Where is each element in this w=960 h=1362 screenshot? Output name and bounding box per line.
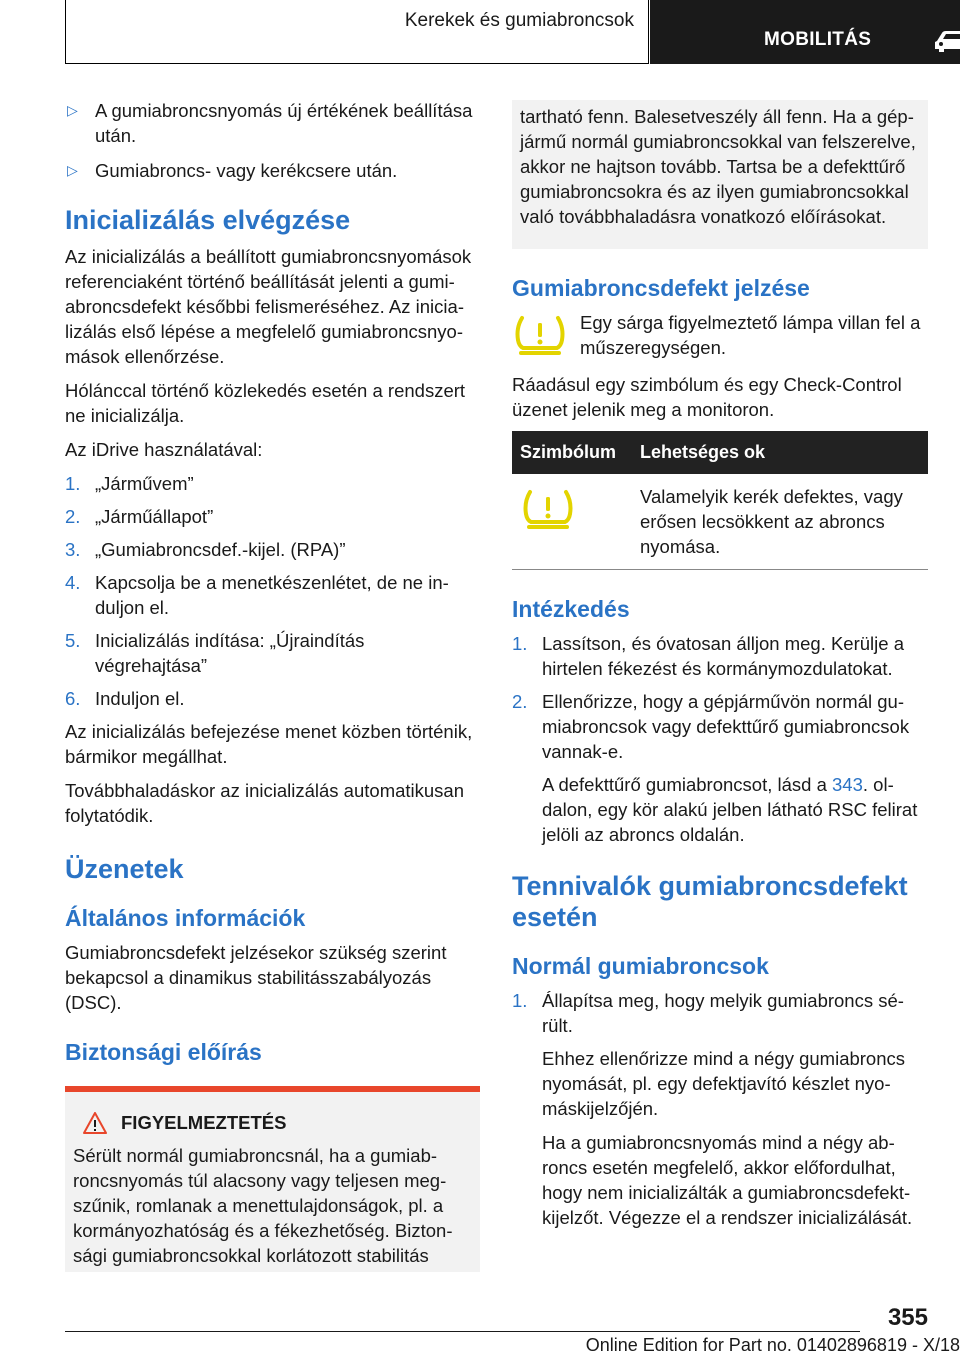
symbol-table	[512, 431, 928, 570]
footer-divider	[65, 1331, 860, 1332]
warning-continuation: tartható fenn. Balesetveszély áll fenn. Ha a gépjármű normál gumiabroncsokkal van felszerelve, akkor ne hajtson tovább. Tartsa be a defekttűrő gumiabroncsokra és az ilyen gumiabroncsokkal való továbbhaladásra vonatkozó előírásokat.	[512, 100, 928, 249]
table-header-symbol: Szimbólum	[512, 431, 632, 474]
paragraph: Hólánccal történő közlekedés esetén a rendszert ne inicializálja.	[65, 380, 466, 426]
paragraph: A defekttűrő gumiabroncsot, lásd a 343. oldalon, egy kör alakú jelben látható RSC felirat jelöli az abroncs oldalán.	[542, 774, 918, 845]
list-item: ▷ Gumiabroncs- vagy kerékcsere után.	[67, 160, 398, 181]
page-link[interactable]: 343	[832, 774, 863, 795]
list-item: 1. Állapítsa meg, hogy melyik gumiabroncs sérült.	[512, 990, 904, 1036]
paragraph: Az iDrive használatával:	[65, 439, 263, 460]
page-number: 355	[887, 1304, 928, 1331]
table-header-cause: Lehetséges ok	[632, 431, 928, 474]
list-item: 2. Ellenőrizze, hogy a gépjárművön normál gumiabroncsok vagy defekttűrő gumiabroncsok vannak-e.	[512, 691, 910, 762]
paragraph: Továbbhaladáskor az inicializálás automatikusan folytatódik.	[65, 780, 465, 826]
car-icon	[933, 29, 960, 53]
header-chapter	[65, 0, 649, 64]
heading-init: Inicializálás elvégzése	[65, 205, 351, 235]
triangle-bullet-icon: ▷	[67, 102, 78, 118]
list-item: ▷ A gumiabroncsnyomás új értékének beállítása után.	[67, 100, 473, 146]
section-title: MOBILITÁS	[764, 29, 872, 50]
header-section	[650, 0, 960, 64]
paragraph: Ha a gumiabroncsnyomás mind a négy abroncs esetén megfelelő, akkor előfordulhat, hogy nem inicializálták a gumiabroncsdefektkijelzőt. Végezze el a rendszer inicializálását.	[542, 1132, 913, 1228]
left-column	[65, 98, 480, 1272]
chapter-title: Kerekek és gumiabroncsok	[404, 10, 634, 31]
triangle-bullet-icon: ▷	[67, 162, 78, 178]
table-row	[512, 474, 928, 570]
heading-messages: Üzenetek	[65, 854, 184, 884]
list-item: 1. „Járművem”	[65, 473, 194, 494]
tire-pressure-warning-icon	[520, 488, 576, 530]
warning-box	[65, 1086, 480, 1272]
heading-defect: Gumiabroncsdefekt jelzése	[512, 275, 810, 301]
tire-pressure-warning-icon	[512, 314, 568, 356]
lamp-row	[512, 310, 928, 360]
table-cell-cause: Valamelyik kerék defektes, vagy erősen lecsökkent az abroncs nyomása.	[632, 474, 928, 570]
paragraph: Az inicializálás a beállított gumiabroncsnyomások referenciaként történő beállítását jelenti a gumiabroncsdefekt későbbi felismeréséhez. Az inicializálás első lépése a megfelelő gumiabroncsnyomások ellenőrzése.	[65, 246, 472, 367]
paragraph: Ehhez ellenőrizze mind a négy gumiabroncs nyomását, pl. egy defektjavító készlet nyomáskijelzőjén.	[542, 1048, 906, 1119]
list-item: 1. Lassítson, és óvatosan álljon meg. Kerülje a hirtelen fékezést és kormánymozdulatokat.	[512, 633, 904, 679]
list-item: 5. Inicializálás indítása: „Újraindítás végrehajtása”	[65, 630, 365, 676]
warning-title: FIGYELMEZTETÉS	[73, 1110, 472, 1135]
paragraph: Ráadásul egy szimbólum és egy Check-Control üzenet jelenik meg a monitoron.	[512, 374, 902, 420]
list-item: 3. „Gumiabroncsdef.-kijel. (RPA)”	[65, 539, 346, 560]
right-column	[512, 100, 928, 1239]
paragraph: Az inicializálás befejezése menet közben történik, bármikor megállhat.	[65, 721, 473, 767]
heading-general: Általános információk	[65, 905, 306, 931]
warning-text: Sérült normál gumiabroncsnál, ha a gumiabroncsnyomás túl alacsony vagy teljesen megszűnik, romlanak a menettulajdonságok, pl. a kormányozhatóság és a fékezhetőség. Biztonsági gumiabroncsokkal korlátozott stabilitás	[73, 1145, 453, 1266]
list-item: 2. „Járműállapot”	[65, 506, 214, 527]
paragraph: Gumiabroncsdefekt jelzésekor szükség szerint bekapcsol a dinamikus stabilitásszabályozás (DSC).	[65, 942, 447, 1013]
heading-todo: Tennivalók gumiabroncsdefekt esetén	[512, 871, 908, 932]
lamp-text: Egy sárga figyelmeztető lámpa villan fel a műszeregységen.	[580, 312, 921, 358]
list-item: 4. Kapcsolja be a menetkészenlétet, de ne induljon el.	[65, 572, 449, 618]
heading-safety: Biztonsági előírás	[65, 1039, 262, 1065]
heading-action: Intézkedés	[512, 596, 630, 622]
warning-triangle-icon	[83, 1112, 107, 1134]
footer-edition: Online Edition for Part no. 01402896819 - X/18	[585, 1335, 960, 1355]
heading-normal: Normál gumiabroncsok	[512, 953, 769, 979]
list-item: 6. Induljon el.	[65, 688, 185, 709]
table-cell-symbol	[512, 474, 632, 570]
